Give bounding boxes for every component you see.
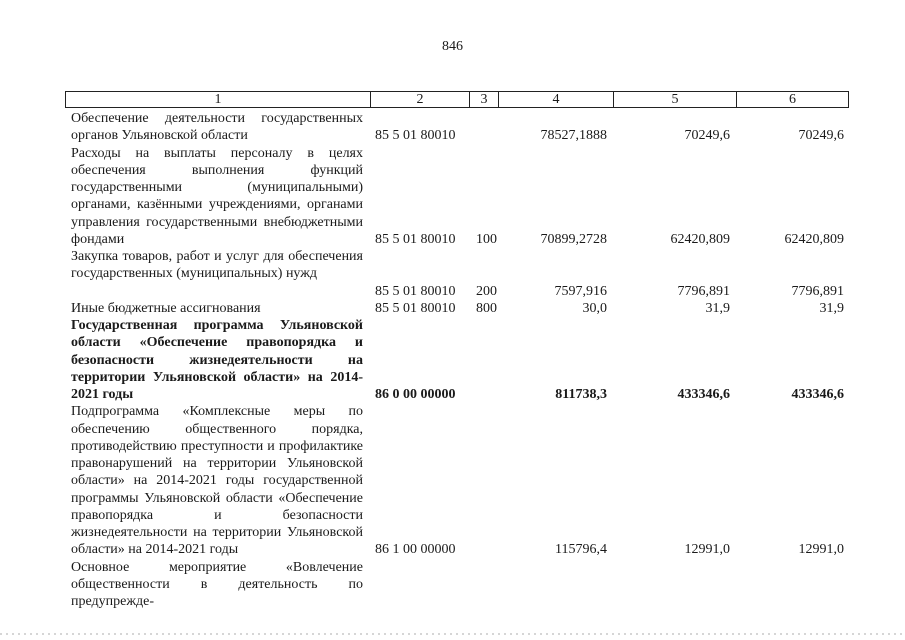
table-row <box>65 559 849 609</box>
row-code: 85 5 01 80010 <box>375 128 456 144</box>
table-row <box>65 110 849 145</box>
header-col-5: 5 <box>614 92 737 107</box>
row-name: Подпрограмма «Комплексные меры по обеспечению общественного порядка, противодействию преступности и профилактике правонарушений на территории Ульяновской области» на 2014-2021 годы государственной программы Ульяновской области «Обеспечение правопорядка и безопасности жизнедеятельности на территории Ульяновской области» на 2014-2021 годы <box>71 404 363 558</box>
table-header <box>65 91 849 108</box>
row-value-6: 31,9 <box>819 300 844 316</box>
row-value-5: 12991,0 <box>684 542 730 558</box>
header-col-6: 6 <box>789 92 796 107</box>
header-col-1: 1 <box>66 92 371 107</box>
row-code: 86 0 00 00000 <box>375 387 456 402</box>
row-value-4: 30,0 <box>582 300 607 316</box>
scan-artifact <box>0 633 905 635</box>
row-value-5: 7796,891 <box>677 283 730 299</box>
row-code: 86 1 00 00000 <box>375 542 456 558</box>
table-row <box>65 248 849 300</box>
row-name: Иные бюджетные ассигнования <box>71 300 261 316</box>
row-type: 100 <box>476 231 497 247</box>
table-row <box>65 300 849 317</box>
header-col-3: 3 <box>470 92 499 107</box>
table-row <box>65 145 849 249</box>
page-number: 846 <box>442 39 463 54</box>
row-code: 85 5 01 80010 <box>375 231 456 247</box>
table-row <box>65 317 849 403</box>
row-value-6: 433346,6 <box>791 387 844 402</box>
row-value-4: 78527,1888 <box>540 128 607 144</box>
table-row <box>65 403 849 558</box>
row-value-5: 62420,809 <box>670 231 730 247</box>
row-value-6: 62420,809 <box>784 231 844 247</box>
row-value-4: 70899,2728 <box>540 231 607 247</box>
row-value-6: 12991,0 <box>798 542 844 558</box>
header-col-2: 2 <box>371 92 470 107</box>
row-value-5: 31,9 <box>705 300 730 316</box>
row-type: 800 <box>476 300 497 316</box>
row-type: 200 <box>476 283 497 299</box>
row-value-6: 70249,6 <box>798 128 844 144</box>
row-value-4: 7597,916 <box>554 283 607 299</box>
row-value-4: 115796,4 <box>555 542 607 558</box>
row-code: 85 5 01 80010 <box>375 300 456 316</box>
row-value-5: 70249,6 <box>684 128 730 144</box>
row-name: Обеспечение деятельности государственных органов Ульяновской области <box>71 111 363 144</box>
row-name: Расходы на выплаты персоналу в целях обеспечения выполнения функций государственными (муниципальными) органами, казёнными учреждениями, органами управления государственными внебюджетными фондами <box>71 145 363 247</box>
row-name: Закупка товаров, работ и услуг для обеспечения государственных (муниципальных) нужд <box>71 249 363 282</box>
row-code: 85 5 01 80010 <box>375 283 456 299</box>
header-col-4: 4 <box>499 92 614 107</box>
row-value-4: 811738,3 <box>555 387 607 402</box>
row-name: Государственная программа Ульяновской области «Обеспечение правопорядка и безопасности жизнедеятельности на территории Ульяновской области» на 2014-2021 годы <box>71 318 363 402</box>
row-value-6: 7796,891 <box>791 283 844 299</box>
row-value-5: 433346,6 <box>677 387 730 402</box>
row-name: Основное мероприятие «Вовлечение общественности в деятельность по предупрежде- <box>71 559 363 609</box>
